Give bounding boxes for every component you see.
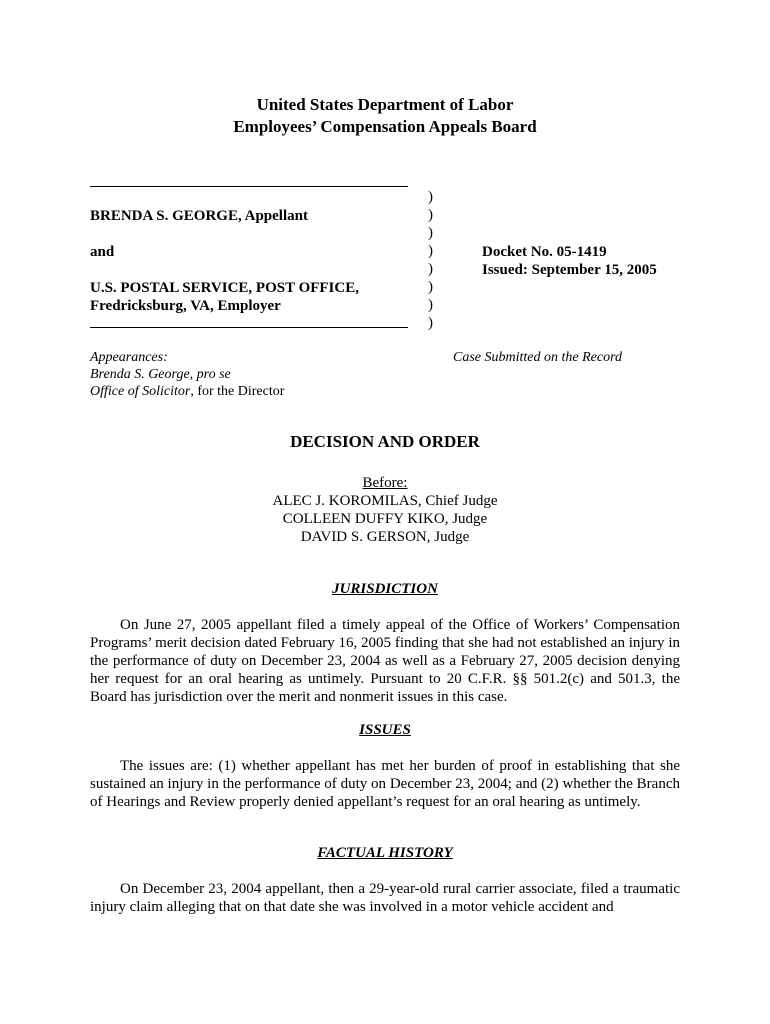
before-label: Before: [362, 475, 408, 491]
paren: ) [428, 297, 433, 313]
employer-line-1: U.S. POSTAL SERVICE, POST OFFICE, [90, 280, 359, 296]
factual-history-heading: FACTUAL HISTORY [317, 845, 453, 861]
decision-title: DECISION AND ORDER [290, 432, 480, 451]
judge-name: ALEC J. KOROMILAS, Chief Judge [272, 493, 498, 509]
issues-paragraph: The issues are: (1) whether appellant has met her burden of proof in establishing that she sustained an injury in the performance of duty on December 23, 2004; and (2) whether the Branch of Hearings and Review properly denied appellant’s request for an oral hearing as untimely. [90, 758, 680, 810]
issued-date: Issued: September 15, 2005 [482, 262, 657, 278]
solicitor-office: Office of Solicitor [90, 384, 191, 399]
jurisdiction-heading: JURISDICTION [332, 581, 438, 597]
judge-name: DAVID S. GERSON, Judge [300, 529, 470, 545]
appellant-representative: Brenda S. George, pro se [90, 367, 231, 382]
paren: ) [428, 315, 433, 331]
paren: ) [428, 207, 433, 223]
caption-bottom-rule [90, 327, 408, 328]
docket-number: Docket No. 05-1419 [482, 244, 607, 260]
appellant-name: BRENDA S. GEORGE, Appellant [90, 208, 308, 224]
issues-heading: ISSUES [359, 722, 411, 738]
jurisdiction-paragraph: On June 27, 2005 appellant filed a timely appeal of the Office of Workers’ Compensation Programs’ merit decision dated February 16, 2005 finding that she had not established an injury in the performance of duty on December 23, 2004 as well as a February 27, 2005 decision denying her request for an oral hearing as untimely. Pursuant to 20 C.F.R. §§ 501.2(c) and 501.3, the Board has jurisdiction over the merit and nonmerit issues in this case. [90, 617, 680, 705]
paren: ) [428, 279, 433, 295]
paren: ) [428, 261, 433, 277]
board-title: Employees’ Compensation Appeals Board [233, 117, 537, 136]
judge-name: COLLEEN DUFFY KIKO, Judge [282, 511, 488, 527]
paren: ) [428, 189, 433, 205]
employer-line-2: Fredricksburg, VA, Employer [90, 298, 281, 314]
director-rep-rest: , for the Director [190, 384, 285, 399]
caption-paren-column [428, 188, 433, 332]
caption-top-rule [90, 186, 408, 187]
director-representative [90, 383, 284, 400]
agency-title: United States Department of Labor [256, 95, 514, 114]
paren: ) [428, 243, 433, 259]
paren: ) [428, 225, 433, 241]
factual-history-paragraph: On December 23, 2004 appellant, then a 29-year-old rural carrier associate, filed a traumatic injury claim alleging that on that date she was involved in a motor vehicle accident and [90, 881, 680, 915]
appearances-label: Appearances: [90, 350, 168, 365]
judges-panel [0, 474, 770, 546]
caption-and: and [90, 244, 115, 260]
case-submitted-note: Case Submitted on the Record [453, 350, 623, 365]
